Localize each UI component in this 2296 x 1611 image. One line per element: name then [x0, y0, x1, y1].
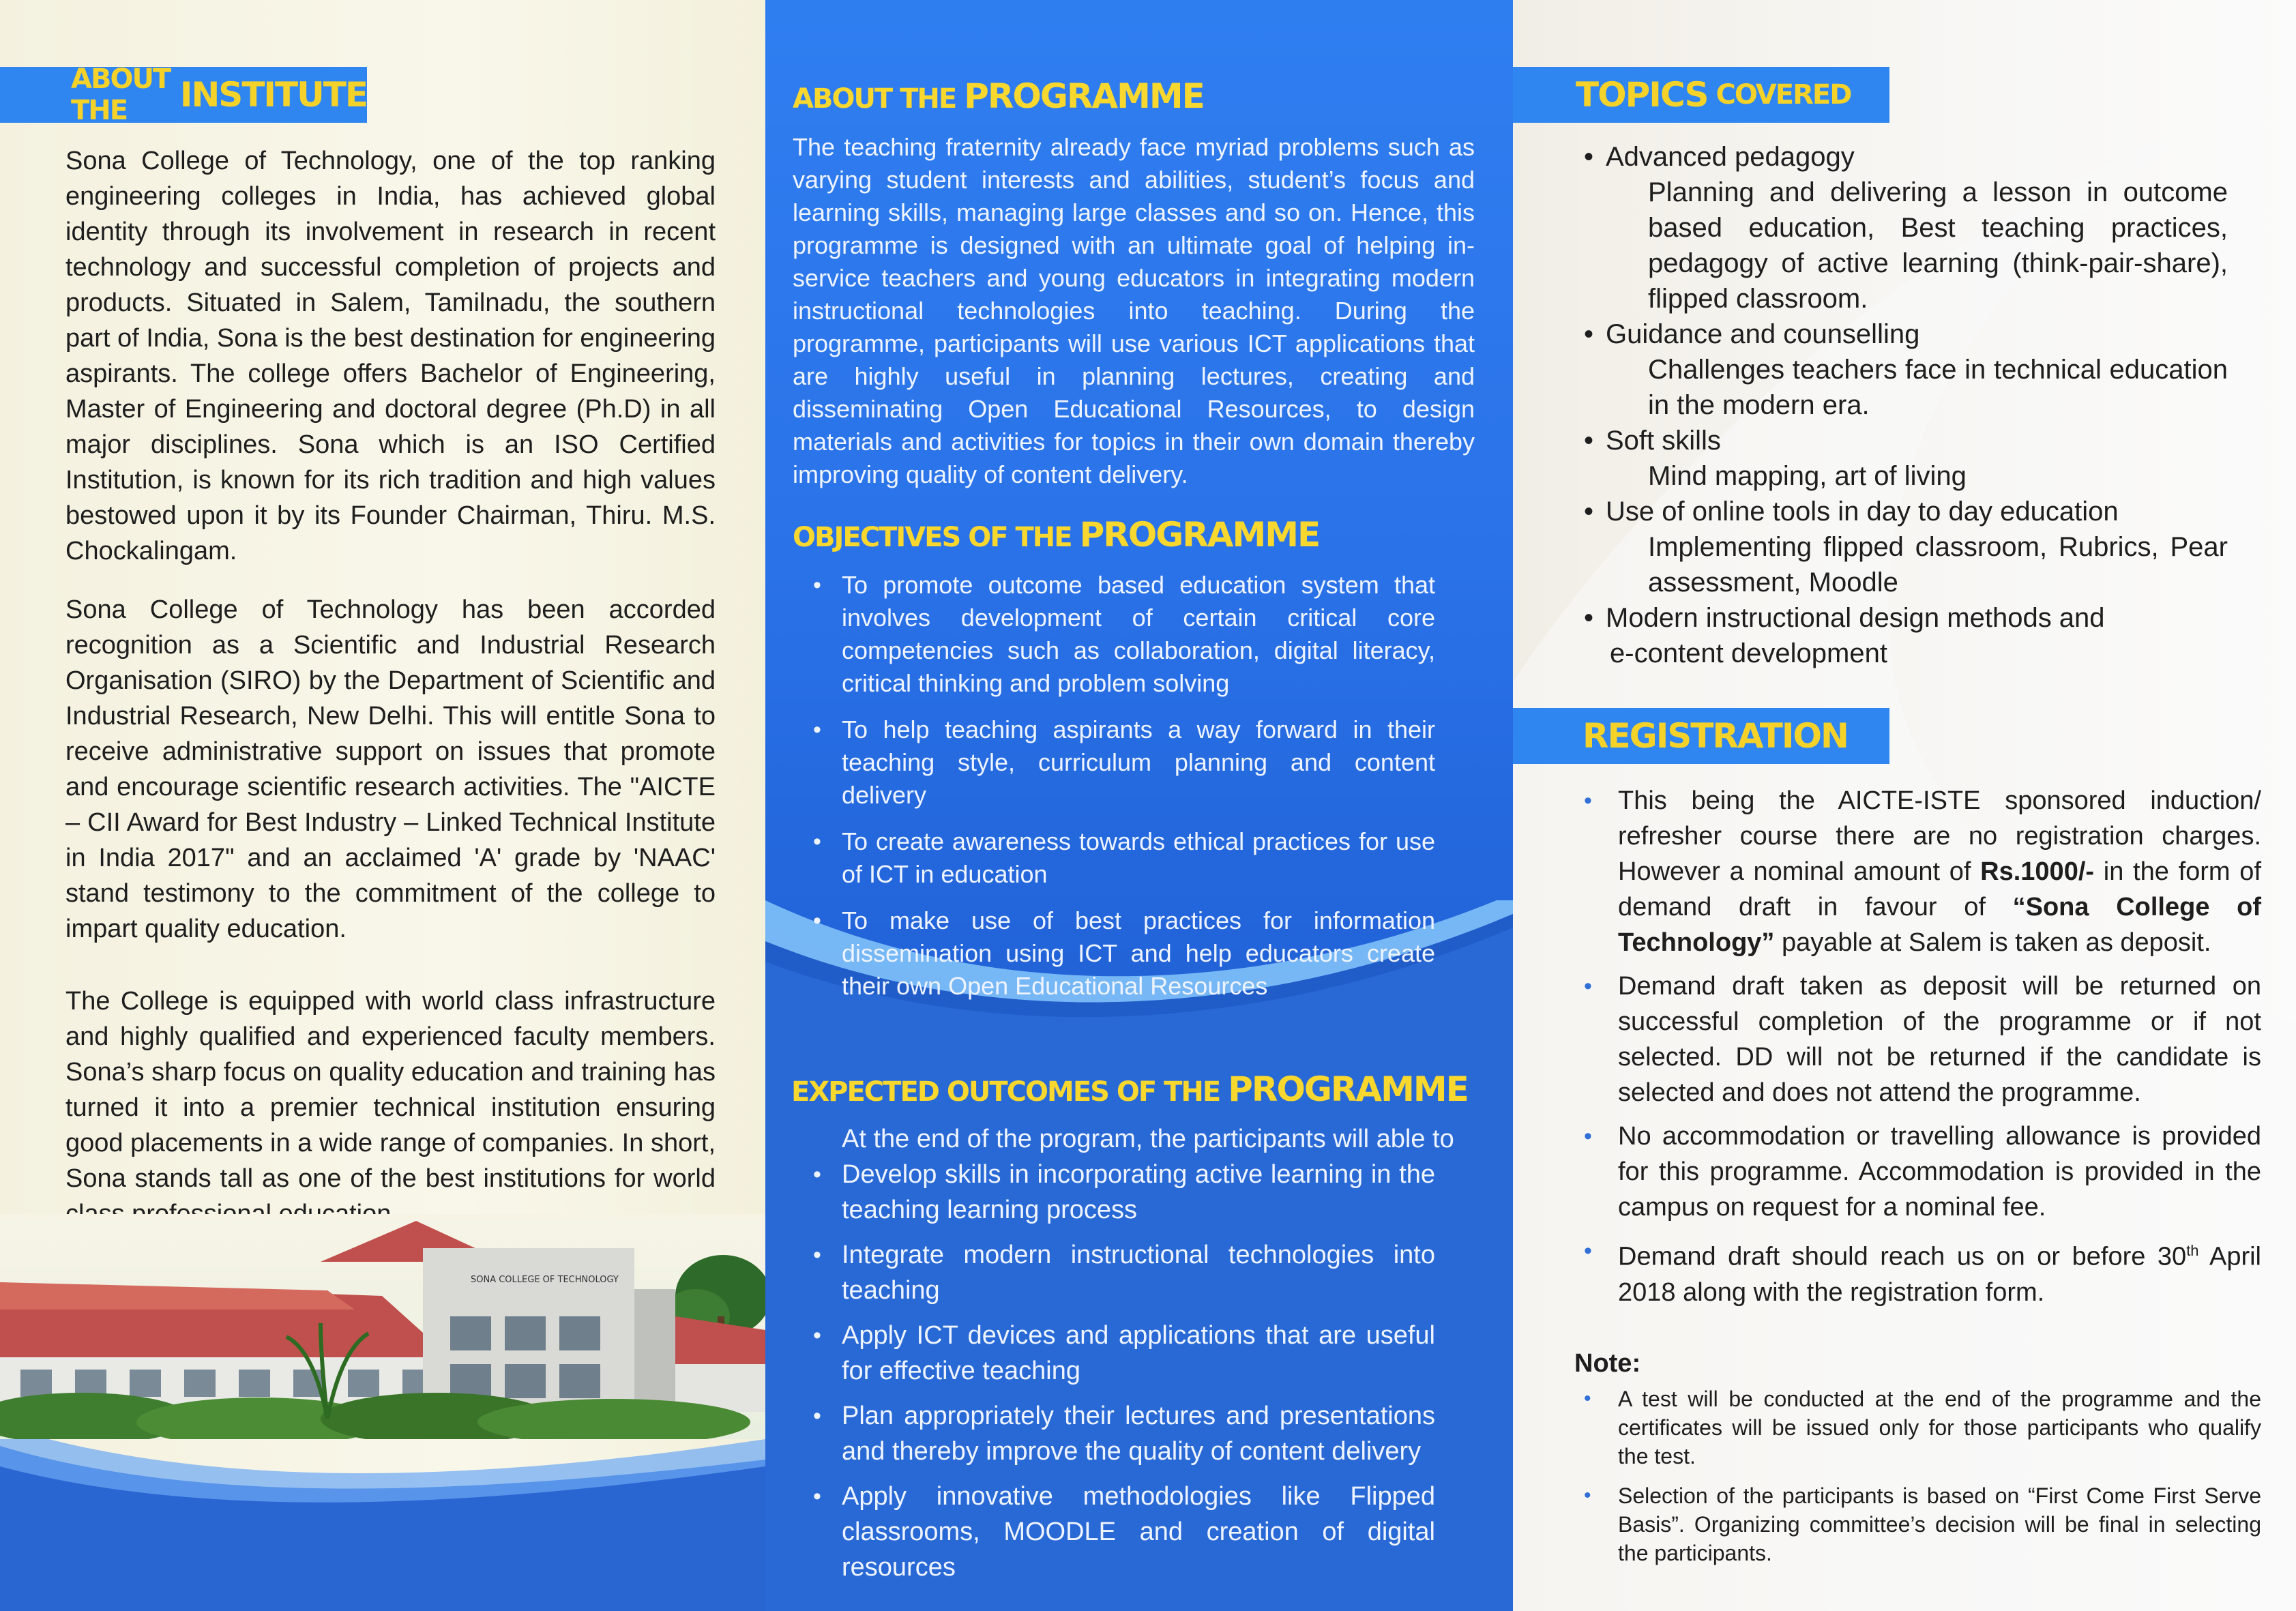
list-item: • Demand draft taken as deposit will be returned on successful completion of the programme or if not selected. DD will not be returned if the candidate is selected and does not attend the programme. [1584, 972, 2261, 1107]
list-item: • This being the AICTE-ISTE sponsored induction/ refresher course there are no registration charges. However a nominal amount of Rs.1000/- in the form of demand draft in favour of “Sona College of Technology” payable at Salem is taken as deposit. [1584, 786, 2261, 957]
topics-title: TOPICS COVERED [1513, 67, 1889, 123]
registration-list [1584, 783, 2262, 1310]
list-item: • Apply innovative methodologies like Flipped classrooms, MOODLE and creation of digital resources [813, 1482, 1435, 1582]
list-item: • To create awareness towards ethical practices for use of ICT in education [813, 827, 1435, 888]
list-item: • Develop skills in incorporating active learning in the teaching learning process [813, 1160, 1435, 1224]
topic-heading: • Modern instructional design methods and [1606, 600, 2296, 636]
list-item: • To make use of best practices for information dissemination using ICT and help educators create their own Open Educational Resources [813, 906, 1435, 1000]
about-programme-paragraph: The teaching fraternity already face myriad problems such as varying student interests and abilities, student’s focus and learning skills, managing large classes and so on. Hence, this programme is designed with an ultimate goal of helping in-service teachers and young educators in integrating modern instructional technologies into teaching. During the programme, participants will use various ICT applications that are highly useful in planning lectures, creating and disseminating Open Educational Resources, to design materials and activities for topics in their own domain thereby improving quality of content delivery. [793, 133, 1475, 488]
list-item: • Demand draft should reach us on or before 30th April 2018 along with the registration form. [1584, 1238, 2262, 1307]
list-item: • No accommodation or travelling allowance is provided for this programme. Accommodation is provided in the campus on request for a nominal fee. [1584, 1122, 2261, 1222]
list-item: • To help teaching aspirants a way forward in their teaching style, curriculum planning and content delivery [813, 715, 1435, 809]
topic-item [1606, 316, 2296, 423]
topics-registration-panel [1513, 0, 2296, 1611]
topic-item [1606, 423, 2296, 494]
topic-heading: • Advanced pedagogy [1606, 139, 2296, 175]
institute-siro-paragraph: Sona College of Technology has been accorded recognition as a Scientific and Industrial Research Organisation (SIRO) by the Department of Scientific and Industrial Research, New Delhi. This will entitle Sona to receive administrative support on issues that promote and encourage scientific research activities. The "AICTE – CII Award for Best Industry – Linked Technical Institute in India 2017" and an acclaimed 'A' grade by 'NAAC' stand testimony to the commitment of the college to impart quality education. [65, 595, 716, 943]
topic-description: Challenges teachers face in technical education in the modern era. [1648, 355, 2228, 420]
outcomes-list [813, 1157, 1435, 1585]
list-item: • To promote outcome based education system that involves development of certain critical core competencies such as collaboration, digital literacy, critical thinking and problem solving [813, 571, 1435, 697]
topic-description: e-content development [1610, 638, 1887, 668]
outcomes-intro: At the end of the program, the participants will able to [842, 1125, 1454, 1153]
campus-building-illustration [0, 1214, 765, 1439]
institute-infrastructure-paragraph: The College is equipped with world class infrastructure and highly qualified and experienced faculty members. Sona’s sharp focus on quality education and training has turned it into a premier technical institution ensuring good placements in a wide range of companies. In short, Sona stands tall as one of the best institutions for world [65, 987, 716, 1193]
about-programme-title: ABOUT THE PROGRAMME [793, 76, 1204, 116]
topic-item [1606, 139, 2296, 316]
registration-title: REGISTRATION [1513, 708, 1889, 764]
decorative-wave [0, 1419, 765, 1611]
list-item: • Plan appropriately their lectures and presentations and thereby improve the quality of content delivery [813, 1402, 1435, 1466]
notes-list [1584, 1385, 2261, 1567]
about-institute-panel [0, 0, 765, 1611]
list-item: • A test will be conducted at the end of the programme and the certificates will be issued only for those participants who qualify the test. [1584, 1387, 2261, 1468]
objectives-list [813, 569, 1435, 1003]
list-item: • Selection of the participants is based on “First Come First Serve Basis”. Organizing committee’s decision will be final in selecting the participants. [1584, 1483, 2261, 1565]
topic-description: Planning and delivering a lesson in outcome based education, Best teaching practices, pedagogy of active learning (think-pair-share), flipped classroom. [1648, 177, 2228, 314]
outcomes-title: EXPECTED OUTCOMES OF THE PROGRAMME [791, 1069, 1468, 1109]
topic-heading: • Guidance and counselling [1606, 316, 2296, 352]
objectives-title: OBJECTIVES OF THE PROGRAMME [793, 515, 1320, 555]
note-label: Note: [1574, 1349, 1641, 1378]
topic-item [1606, 494, 2296, 600]
topic-item [1606, 600, 2296, 671]
topic-description: Mind mapping, art of living [1648, 461, 1967, 491]
topics-list [1606, 139, 2296, 671]
about-institute-title: ABOUT THE INSTITUTE [0, 67, 367, 123]
topic-description: Implementing flipped classroom, Rubrics, Pear assessment, Moodle [1648, 532, 2228, 597]
topic-heading: • Soft skills [1606, 423, 2296, 458]
list-item: • Integrate modern instructional technologies into teaching [813, 1241, 1435, 1305]
topic-heading: • Use of online tools in day to day education [1606, 494, 2296, 529]
programme-panel [765, 0, 1513, 1611]
institute-intro-paragraph: Sona College of Technology, one of the top ranking engineering colleges in India, has achieved global identity through its involvement in research in recent technology and successful completion of projects and products. Situated in Salem, Tamilnadu, the southern part of India, Sona is the best destination for engineering aspirants. The college offers Bachelor of Engineering, Master of Engineering and doctoral degree (Ph.D) in all major disciplines. Sona which is an ISO Certified Institution, is known for its rich tradition and high values bestowed upon it by its Founder Chairman, Thiru. M.S. Chockalingam. [65, 147, 716, 565]
list-item: • Apply ICT devices and applications that are useful for effective teaching [813, 1321, 1435, 1385]
svg-text:SONA COLLEGE OF TECHNOLOGY: SONA COLLEGE OF TECHNOLOGY [471, 1275, 619, 1285]
